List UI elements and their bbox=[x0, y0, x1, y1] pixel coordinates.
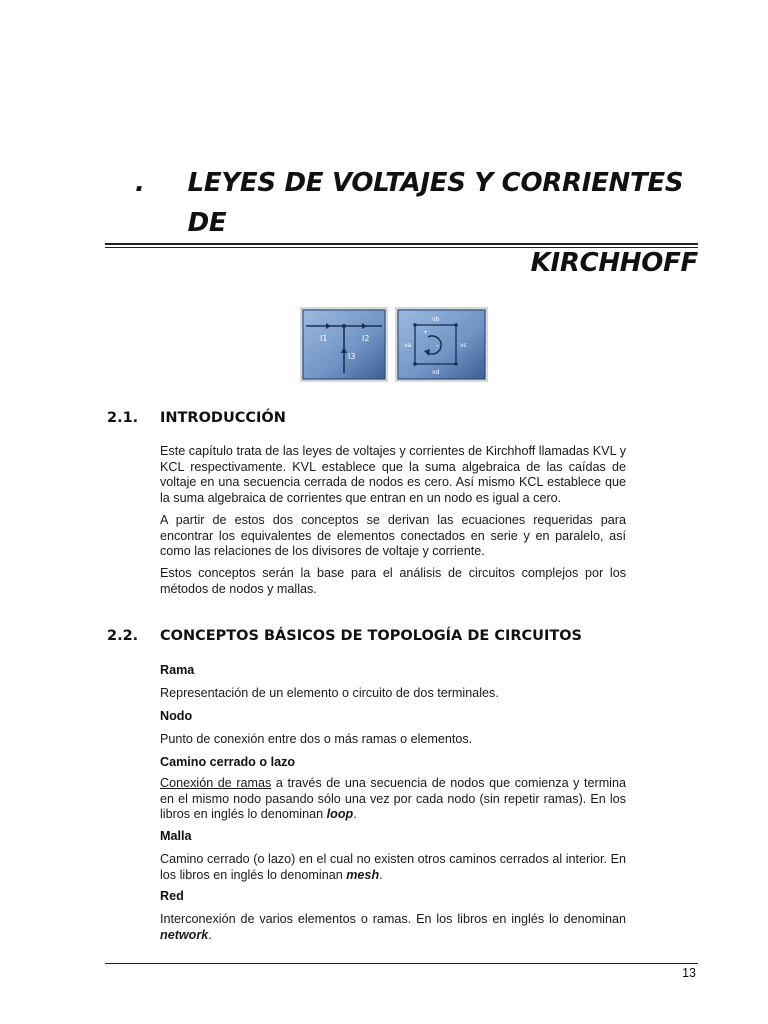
footer-rule bbox=[105, 963, 698, 964]
english-term: network bbox=[160, 927, 209, 942]
term-malla: Malla bbox=[160, 829, 192, 843]
section-number: 2.2. bbox=[107, 628, 139, 644]
definition-nodo: Punto de conexión entre dos o más ramas o elementos. bbox=[160, 732, 473, 746]
definition-malla: Camino cerrado (o lazo) en el cual no existen otros caminos cerrados al interior. En los libros en inglés lo denominan mesh. bbox=[160, 852, 626, 882]
kvl-loop-figure bbox=[395, 307, 488, 382]
title-rule-thin bbox=[105, 247, 698, 248]
section-heading-conceptos bbox=[107, 628, 582, 644]
intro-paragraph-1: Este capítulo trata de las leyes de voltajes y corrientes de Kirchhoff llamadas KVL y KCL respectivamente. KVL establece que la suma algebraica de las caídas de voltaje en una secuencia cerrada de nodos es cero. Así mismo KCL establece que la suma algebraica de corrientes que entran en un nodo es igual a cero. bbox=[160, 444, 626, 505]
english-term: mesh bbox=[346, 867, 380, 882]
chapter-title-line2: KIRCHHOFF bbox=[530, 248, 698, 278]
underlined-text: Conexión de ramas bbox=[160, 776, 272, 790]
section-number: 2.1. bbox=[107, 410, 139, 426]
kcl-node-figure bbox=[300, 307, 388, 382]
definition-red: Interconexión de varios elementos o ramas. En los libros en inglés lo denominan network. bbox=[160, 912, 626, 942]
section-title: CONCEPTOS BÁSICOS DE TOPOLOGÍA DE CIRCUITOS bbox=[160, 628, 582, 644]
label-i3: I3 bbox=[348, 352, 356, 361]
label-i1: I1 bbox=[320, 334, 328, 343]
page-number: 13 bbox=[682, 966, 696, 980]
term-camino-cerrado: Camino cerrado o lazo bbox=[160, 755, 296, 769]
definition-camino-cerrado: Conexión de ramas a través de una secuencia de nodos que comienza y termina en el mismo nodo pasando sólo una vez por cada nodo (sin repetir ramas). En los libros en inglés lo denominan loop. bbox=[160, 776, 626, 821]
label-vd: vd bbox=[432, 369, 440, 376]
label-va: va bbox=[404, 342, 412, 349]
intro-paragraph-2: A partir de estos dos conceptos se derivan las ecuaciones requeridas para encontrar los equivalentes de elementos conectados en serie y en paralelo, así como las relaciones de los divisores de voltaje y corriente. bbox=[160, 513, 626, 558]
term-red: Red bbox=[160, 889, 184, 903]
label-vb: vb bbox=[432, 316, 440, 323]
chapter-number: . bbox=[135, 168, 145, 198]
label-vc: vc bbox=[460, 342, 467, 349]
english-term: loop bbox=[326, 807, 354, 821]
section-heading-introduccion bbox=[107, 410, 286, 426]
label-i2: I2 bbox=[362, 334, 370, 343]
chapter-title bbox=[105, 163, 698, 283]
definition-rama: Representación de un elemento o circuito de dos terminales. bbox=[160, 686, 499, 700]
term-rama: Rama bbox=[160, 663, 195, 677]
title-rule bbox=[105, 243, 698, 245]
label-minus: - bbox=[436, 341, 439, 350]
intro-paragraph-3: Estos conceptos serán la base para el análisis de circuitos complejos por los métodos de nodos y mallas. bbox=[160, 566, 626, 596]
label-plus: + bbox=[423, 329, 429, 336]
chapter-title-line1: LEYES DE VOLTAJES Y CORRIENTES DE bbox=[187, 168, 684, 238]
term-nodo: Nodo bbox=[160, 709, 193, 723]
section-title: INTRODUCCIÓN bbox=[160, 410, 286, 426]
